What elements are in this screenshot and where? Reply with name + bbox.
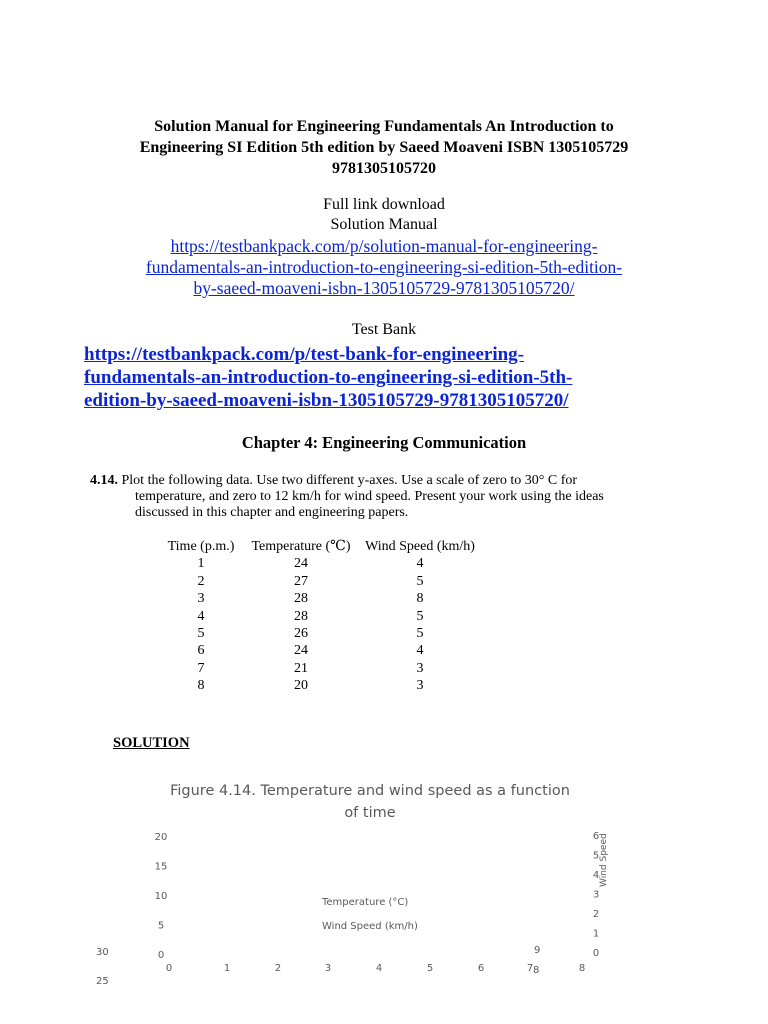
cell-time: 3 xyxy=(197,591,205,607)
right-axis-tick-label: 2 xyxy=(592,909,600,920)
cell-time: 6 xyxy=(197,643,205,659)
stray-label-25: 25 xyxy=(96,976,109,987)
x-axis-tick-label: 5 xyxy=(426,963,434,974)
title-line-3: 9781305105720 xyxy=(332,160,436,177)
header-time: Time (p.m.) xyxy=(167,539,235,554)
table-row xyxy=(161,573,479,590)
table-row xyxy=(161,660,479,677)
cell-temperature: 21 xyxy=(294,660,308,676)
cell-temperature: 24 xyxy=(294,556,308,572)
header-temperature: Temperature (℃) xyxy=(251,539,351,554)
test-bank-link-line-2[interactable]: fundamentals-an-introduction-to-engineering-si-edition-5th- xyxy=(84,367,573,388)
cell-temperature: 26 xyxy=(294,626,308,642)
table-row xyxy=(161,625,479,642)
left-axis-tick-label: 15 xyxy=(154,861,168,873)
right-axis-label: Wind Speed xyxy=(599,833,609,887)
x-axis-tick-label: 0 xyxy=(165,963,173,974)
full-link-label: Full link download xyxy=(323,196,445,213)
left-axis-tick-label: 20 xyxy=(154,832,168,843)
solution-manual-link[interactable] xyxy=(0,236,768,299)
table-header-row xyxy=(161,538,479,555)
cell-wind-speed: 3 xyxy=(416,660,424,676)
figure-chart xyxy=(0,820,768,1000)
cell-wind-speed: 4 xyxy=(416,643,424,659)
cell-temperature: 28 xyxy=(294,608,308,624)
test-bank-link[interactable] xyxy=(84,343,572,412)
cell-wind-speed: 4 xyxy=(416,556,424,572)
right-axis-tick-label: 6 xyxy=(592,831,600,842)
x-axis-tick-label: 7 xyxy=(526,963,534,974)
problem-line-2: temperature, and zero to 12 km/h for wind speed. Present your work using the ideas xyxy=(135,489,604,504)
cell-time: 1 xyxy=(197,556,205,572)
x-axis-tick-label: 6 xyxy=(477,963,485,974)
header-wind-speed: Wind Speed (km/h) xyxy=(365,539,475,554)
table-row xyxy=(161,590,479,607)
stray-label-9: 9 xyxy=(534,945,541,956)
cell-temperature: 28 xyxy=(294,591,308,607)
figure-title-line-2: of time xyxy=(344,805,396,821)
table-row xyxy=(161,608,479,625)
table-row xyxy=(161,642,479,659)
right-axis-tick-label: 1 xyxy=(592,928,600,940)
x-axis-tick-label: 1 xyxy=(223,963,231,974)
test-bank-link-line-1[interactable]: https://testbankpack.com/p/test-bank-for-engineering- xyxy=(84,344,524,365)
table-row xyxy=(161,555,479,572)
x-axis-tick-label: 8 xyxy=(578,963,586,974)
stray-label-30: 30 xyxy=(96,947,109,958)
stray-label-8: 8 xyxy=(533,965,540,976)
cell-time: 2 xyxy=(197,573,205,589)
cell-temperature: 27 xyxy=(294,573,308,589)
table-row xyxy=(161,677,479,694)
figure-title-line-1: Figure 4.14. Temperature and wind speed as a function xyxy=(170,783,570,799)
left-axis-tick-label: 5 xyxy=(157,920,165,932)
test-bank-label: Test Bank xyxy=(351,321,417,338)
cell-wind-speed: 8 xyxy=(416,591,424,607)
problem-line-3: discussed in this chapter and engineering papers. xyxy=(135,505,409,520)
document-title xyxy=(0,116,768,179)
title-line-1: Solution Manual for Engineering Fundamentals An Introduction to xyxy=(154,118,614,135)
cell-time: 5 xyxy=(197,626,205,642)
test-bank-link-line-3[interactable]: edition-by-saeed-moaveni-isbn-1305105729-9781305105720/ xyxy=(84,390,569,411)
solution-manual-link-line-2[interactable]: fundamentals-an-introduction-to-engineering-si-edition-5th-edition- xyxy=(145,257,623,277)
right-axis-tick-label: 0 xyxy=(592,948,600,959)
cell-time: 4 xyxy=(197,608,205,624)
left-axis-ticks xyxy=(155,832,168,961)
problem-statement xyxy=(90,473,690,521)
cell-wind-speed: 5 xyxy=(416,626,424,642)
solution-manual-link-line-1[interactable]: https://testbankpack.com/p/solution-manual-for-engineering- xyxy=(170,236,598,256)
cell-temperature: 24 xyxy=(294,643,308,659)
left-axis-tick-label: 0 xyxy=(157,950,165,961)
problem-line-1: Plot the following data. Use two different y-axes. Use a scale of zero to 30° C for xyxy=(121,473,578,488)
left-axis-tick-label: 10 xyxy=(154,891,168,902)
right-axis-tick-label: 3 xyxy=(592,889,600,901)
cell-wind-speed: 5 xyxy=(416,608,424,624)
cell-time: 8 xyxy=(197,678,205,694)
right-axis-tick-label: 4 xyxy=(592,870,600,881)
solution-manual-link-line-3[interactable]: by-saeed-moaveni-isbn-1305105729-9781305105720/ xyxy=(193,278,575,298)
data-table xyxy=(161,538,479,695)
legend-wind-speed: Wind Speed (km/h) xyxy=(322,921,418,932)
figure-title xyxy=(0,780,740,824)
cell-wind-speed: 3 xyxy=(416,678,424,694)
x-axis-tick-label: 2 xyxy=(274,963,282,974)
cell-time: 7 xyxy=(197,660,205,676)
chapter-heading: Chapter 4: Engineering Communication xyxy=(241,433,527,452)
x-axis-tick-label: 3 xyxy=(324,963,332,974)
solution-heading: SOLUTION xyxy=(113,735,190,751)
x-axis-tick-label: 4 xyxy=(375,963,383,974)
title-line-2: Engineering SI Edition 5th edition by Saeed Moaveni ISBN 1305105729 xyxy=(139,139,629,156)
solution-manual-label: Solution Manual xyxy=(330,216,438,233)
cell-wind-speed: 5 xyxy=(416,573,424,589)
x-axis-ticks xyxy=(166,963,585,974)
cell-temperature: 20 xyxy=(294,678,308,694)
problem-number: 4.14. xyxy=(90,473,118,488)
right-axis-tick-label: 5 xyxy=(592,850,600,862)
legend-temperature: Temperature (°C) xyxy=(322,897,409,908)
